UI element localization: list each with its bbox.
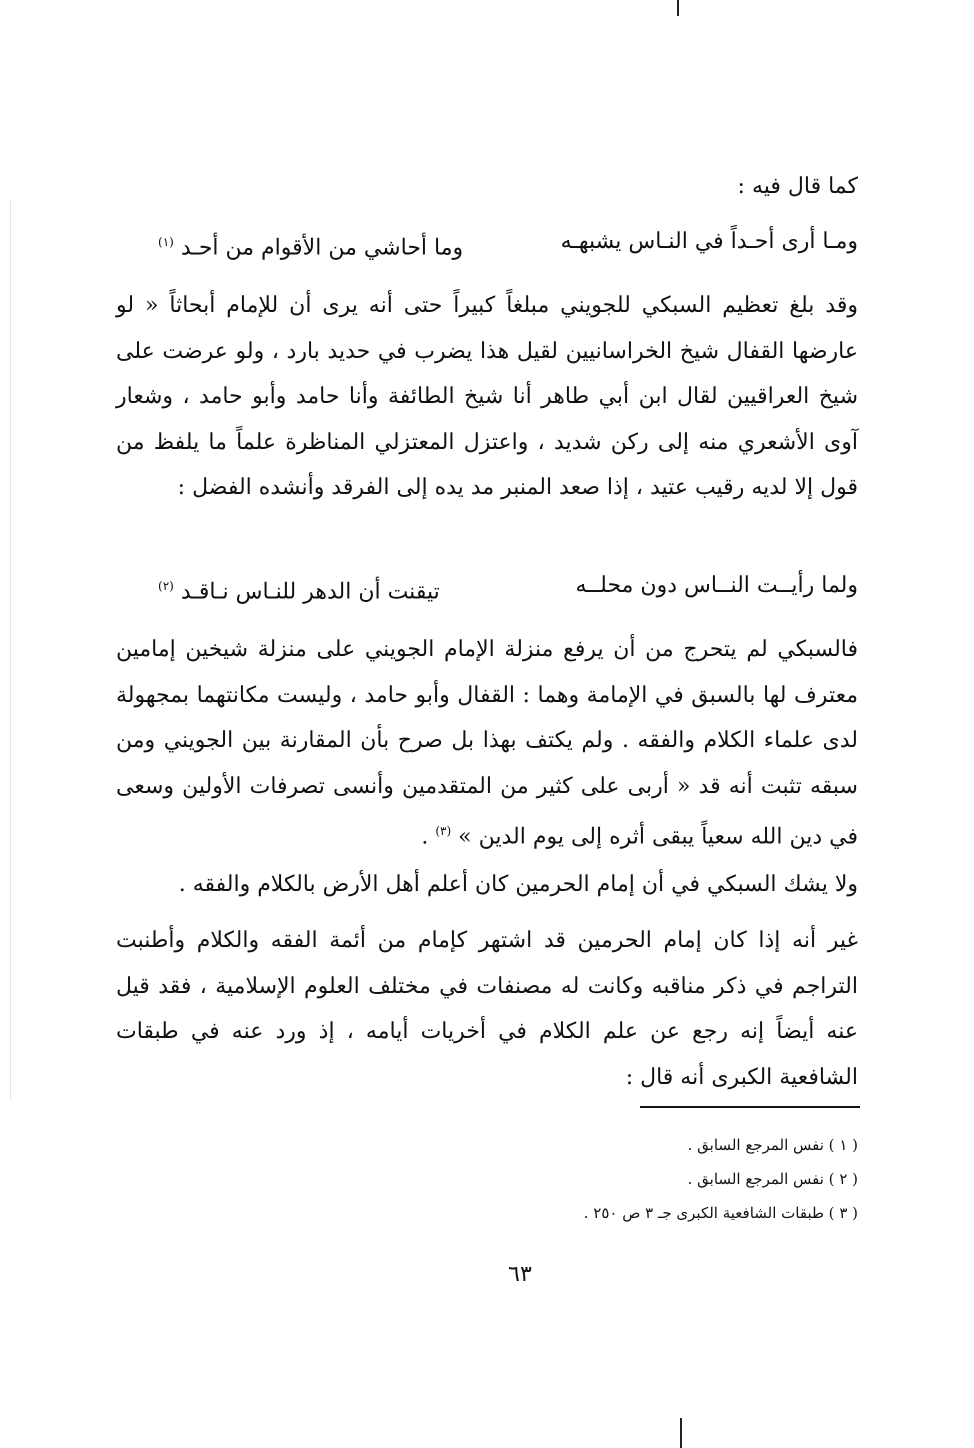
footnote-3: ( ٣ ) طبقات الشافعية الكبرى جـ ٣ ص ٢٥٠ . [583, 1204, 858, 1222]
footnote-separator [640, 1106, 860, 1108]
poetry-verse-1 [158, 222, 858, 262]
footnote-1: ( ١ ) نفس المرجع السابق . [687, 1136, 858, 1154]
page-edge-line [10, 200, 11, 1100]
verse-2-second-hemistich [158, 566, 440, 612]
page-number: ٦٣ [508, 1262, 532, 1287]
verse-2-first-hemistich: ولما رأيــت النــاس دون محلــه [575, 573, 858, 598]
poetry-verse-2 [158, 566, 858, 606]
verse-2-second-text: تيقنت أن الدهر للنـاس نـاقـد [180, 579, 440, 605]
paragraph-2-end: . [421, 824, 436, 850]
paragraph-2-text: فالسبكي لم يتحرج من أن يرفع منزلة الإمام الجويني على منزلة شيخين إمامين معترف لها بالسبق في الإمامة وهما : القفال وأبو حامد ، وليست مكانتهما بمجهولة لدى علماء الكلام والفقه . ولم يكتف بهذا بل صرح بأن المقارنة بين الجويني ومن سبقه تثبت أنه قد « أربى على كثير من المتقدمين وأنسى تصرفات الأولين وسعى في دين الله سعياً يبقى أثره إلى يوم الدين » [116, 637, 858, 850]
paragraph-4: غير أنه إذا كان إمام الحرمين قد اشتهر كإمام من أئمة الفقه والكلام وأطنبت التراجم في ذكر مناقبه وكانت له مصنفات في مختلف العلوم الإسلامية ، فقد قيل عنه أيضاً إنه رجع عن علم الكلام في أخريات أيامه ، إذ ورد عنه في طبقات الشافعية الكبرى أنه قال : [116, 928, 858, 1090]
footnote-2: ( ٢ ) نفس المرجع السابق . [687, 1170, 858, 1188]
verse-1-first-hemistich: ومـا أرى أحـداً في النـاس يشبهـه [560, 229, 858, 254]
paragraph-3: ولا يشك السبكي في أن إمام الحرمين كان أعلم أهل الأرض بالكلام والفقه . [178, 872, 858, 897]
verse-intro: كما قال فيه : [737, 174, 858, 199]
footnote-ref-2: (٢) [158, 579, 174, 593]
verse-1-second-text: وما أحاشي من الأقوام من أحـد [180, 235, 464, 261]
top-binding-mark [677, 0, 679, 16]
footnote-ref-3: (٣) [435, 824, 452, 838]
footnotes [158, 1128, 858, 1230]
verse-1-second-hemistich [158, 222, 463, 268]
footnote-ref-1: (١) [158, 235, 174, 249]
bottom-binding-mark [680, 1418, 682, 1448]
paragraph-1: وقد بلغ تعظيم السبكي للجويني مبلغاً كبيراً حتى أنه يرى أن للإمام أبحاثاً « لو عارضها القفال شيخ الخراسانيين لقيل هذا يضرب في حديد بارد ، ولو عرضت على شيخ العراقيين لقال ابن أبي طاهر أنا شيخ الطائفة وأنا حامد وأبو حامد ، وشعار آوى الأشعري منه إلى ركن شديد ، واعتزل المعتزلي المناظرة علماً ما يلفظ من قول إلا لديه رقيب عتيد ، إذا صعد المنبر مد يده إلى الفرقد وأنشده الفضل : [116, 293, 858, 500]
paragraph-2 [116, 627, 858, 860]
